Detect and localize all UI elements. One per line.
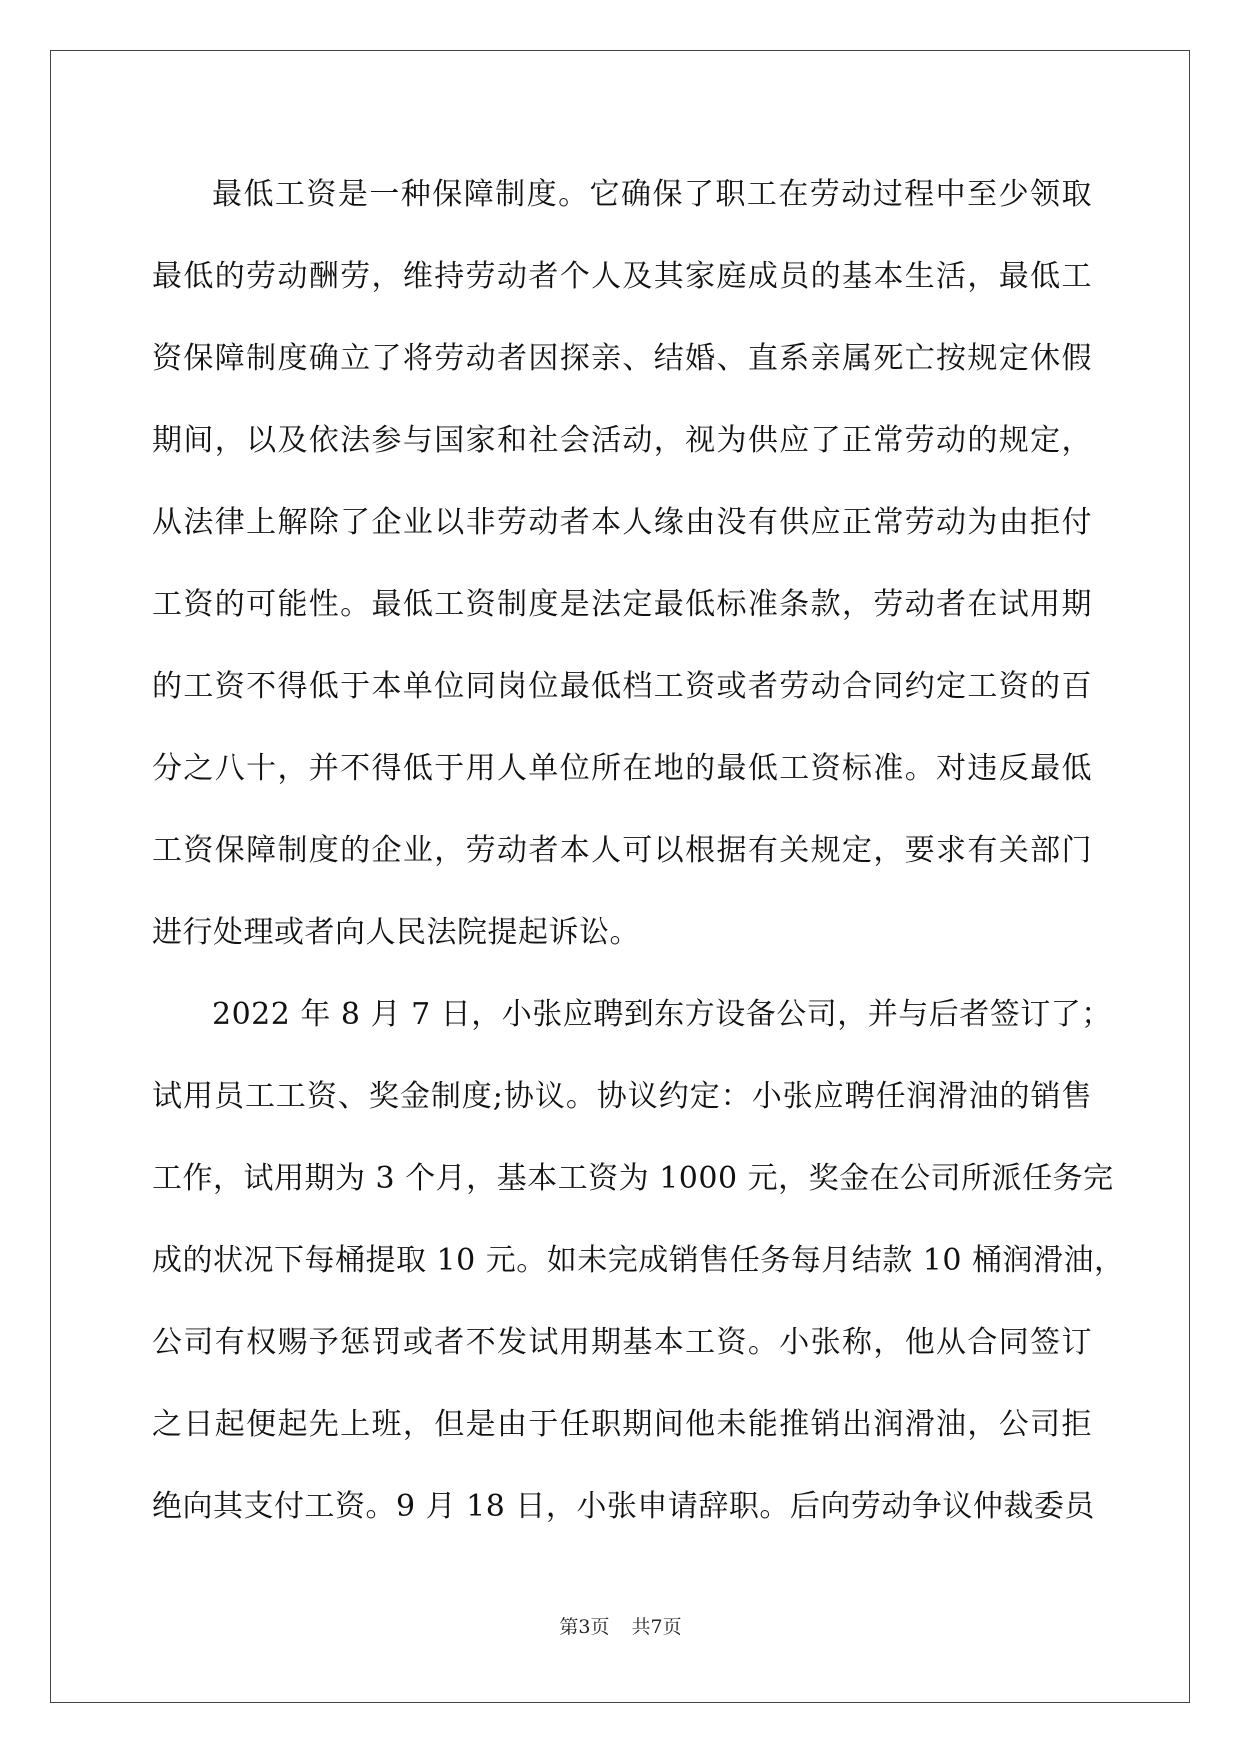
paragraph-2-line-3: 工作，试用期为 3 个月，基本工资为 1000 元，奖金在公司所派任务完 [152, 1161, 1114, 1196]
paragraph-1-line-7: 的工资不得低于本单位同岗位最低档工资或者劳动合同约定工资的百 [152, 669, 1092, 704]
paragraph-1-line-5: 从法律上解除了企业以非劳动者本人缘由没有供应正常劳动为由拒付 [152, 505, 1092, 540]
paragraph-1-line-4: 期间，以及依法参与国家和社会活动，视为供应了正常劳动的规定， [152, 423, 1092, 458]
paragraph-1-line-1: 最低工资是一种保障制度。它确保了职工在劳动过程中至少领取 [212, 177, 1092, 212]
paragraph-2-line-7: 绝向其支付工资。9 月 18 日，小张申请辞职。后向劳动争议仲裁委员 [152, 1489, 1095, 1524]
page-footer [0, 1612, 1241, 1639]
page-total: 共7页 [631, 1616, 682, 1638]
paragraph-1-line-3: 资保障制度确立了将劳动者因探亲、结婚、直系亲属死亡按规定休假 [152, 341, 1092, 376]
page-number: 第3页 [559, 1616, 610, 1638]
document-body [152, 154, 1125, 1548]
paragraph-1-line-2: 最低的劳动酬劳，维持劳动者个人及其家庭成员的基本生活，最低工 [152, 259, 1092, 294]
paragraph-1-line-8: 分之八十，并不得低于用人单位所在地的最低工资标准。对违反最低 [152, 751, 1092, 786]
paragraph-2-line-6: 之日起便起先上班，但是由于任职期间他未能推销出润滑油，公司拒 [152, 1407, 1092, 1442]
paragraph-2-line-2: 试用员工工资、奖金制度;协议。协议约定：小张应聘任润滑油的销售 [152, 1079, 1092, 1114]
paragraph-2-line-5: 公司有权赐予惩罚或者不发试用期基本工资。小张称，他从合同签订 [152, 1325, 1092, 1360]
paragraph-2-line-1: 2022 年 8 月 7 日，小张应聘到东方设备公司，并与后者签订了； [212, 997, 1112, 1032]
paragraph-1-line-6: 工资的可能性。最低工资制度是法定最低标准条款，劳动者在试用期 [152, 587, 1092, 622]
paragraph-1-line-9: 工资保障制度的企业，劳动者本人可以根据有关规定，要求有关部门 [152, 833, 1092, 868]
paragraph-2-line-4: 成的状况下每桶提取 10 元。如未完成销售任务每月结款 10 桶润滑油， [152, 1243, 1125, 1278]
paragraph-1-line-10: 进行处理或者向人民法院提起诉讼。 [152, 915, 640, 950]
